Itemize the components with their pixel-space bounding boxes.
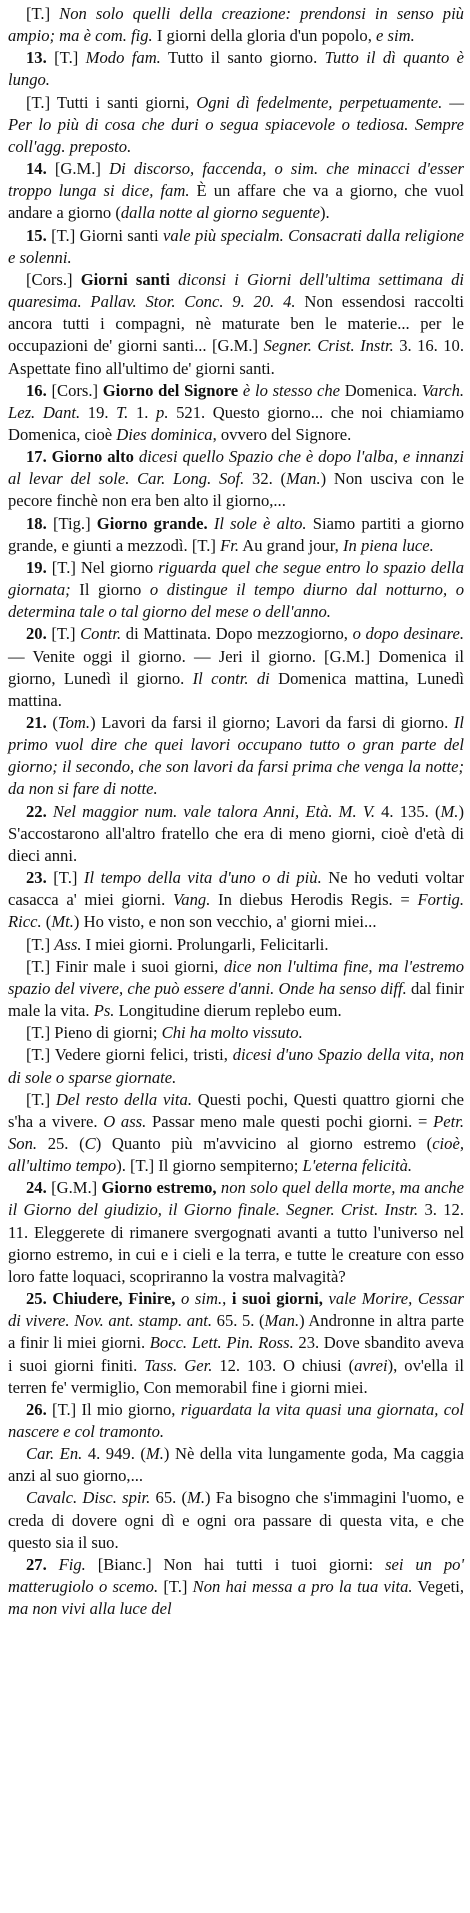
entry-text: , (222, 1289, 232, 1309)
entry-text: [T.] Giorni santi (51, 225, 164, 245)
entry-text: [T.] (53, 868, 84, 888)
entry-text: ) S'accostarono all'altro fratello che era di meno giorni, cioè d'età di dieci anni. (8, 801, 464, 865)
entry-text: [T.] (26, 934, 55, 954)
entry-text: [Tig.] (52, 513, 97, 533)
entry-text: Non essendosi raccolti ancora tutti i compagni, nè maturate ben le materie... per le occupazioni de' giorni santi... [G.M.] (8, 292, 464, 356)
entry-text: ) Lavori da farsi il giorno; Lavori da farsi di giorno. (90, 713, 454, 732)
italic-gloss-text: Il tempo della vita d'uno o di più. (83, 868, 322, 888)
entry-heading-text: Giorno grande. (96, 513, 214, 533)
entry-text: [T.] (51, 624, 81, 644)
entry-text: , ovvero del Signore. (212, 424, 352, 444)
italic-gloss-text: Ass. (54, 934, 82, 954)
italic-gloss-text: Man. (264, 1311, 300, 1331)
entry-text: 3. 12. 11. Eleggerete di rimanere svergognati avanti a tutto l'universo nel giorno estremo, in cui e i cieli e la terra, e tutte le creature con esso loro fatte loquaci, scopriranno la vostra malvagità? (8, 1200, 464, 1286)
entry-heading-text: 17. (26, 447, 52, 467)
italic-gloss-text: Ps. (93, 1001, 115, 1021)
italic-gloss-text: Varch. Lez. Dant. (8, 380, 465, 422)
entry-text: In diebus Herodis Regis. = (210, 890, 418, 910)
italic-gloss-text: Contr. (80, 624, 122, 644)
dictionary-entry-paragraph (8, 623, 464, 712)
italic-gloss-text: In piena luce. (342, 535, 434, 555)
dictionary-entry-paragraph (8, 158, 464, 224)
italic-gloss-text: Vang. (173, 890, 211, 910)
entry-text: 1. (128, 402, 157, 422)
italic-gloss-text: Segner. Crist. Instr. (263, 336, 394, 356)
dictionary-entry-paragraph (8, 956, 464, 1022)
entry-text: [T.] Nel giorno (51, 557, 159, 577)
italic-gloss-text: Non hai messa a pro la tua vita. (192, 1577, 413, 1597)
italic-gloss-text: riguardata la vita quasi una giornata, col nascere e col tramonto. (8, 1399, 465, 1441)
italic-gloss-text: M. (440, 801, 459, 821)
entry-text: Longitudine dierum replebo eum. (114, 1001, 342, 1021)
entry-text: [Cors.] (26, 269, 81, 289)
dictionary-entry-paragraph (8, 1288, 464, 1399)
italic-gloss-text: dalla notte al giorno seguente (120, 203, 320, 223)
entry-text: ) Quanto più m'avvicino al giorno estremo ( (95, 1133, 433, 1153)
italic-gloss-text: ma non vivi alla luce del (8, 1599, 172, 1619)
entry-text: [T.] Vedere giorni felici, tristi, (26, 1045, 233, 1065)
italic-gloss-text: Tom. (57, 713, 91, 732)
entry-text: [T.] (26, 1089, 56, 1109)
dictionary-entry-paragraph (8, 269, 464, 380)
italic-gloss-text: Bocc. Lett. Pin. Ross. (149, 1333, 294, 1353)
entry-heading-text: Chiudere, Finire, (52, 1289, 181, 1309)
entry-text: Passar meno male questi pochi giorni. = (146, 1111, 434, 1131)
entry-heading-text: Giorno del Signore (102, 380, 243, 400)
entry-text: dal finir male la vita. (8, 978, 465, 1021)
dictionary-entry-paragraph (8, 3, 464, 47)
entry-text: Siamo partiti a giorno grande, e giunti a mezzodì. [T.] (8, 513, 465, 555)
entry-heading-text: 23. (26, 868, 54, 888)
entry-heading-text: 26. (26, 1399, 53, 1419)
entry-heading-text: 15. (26, 225, 52, 245)
italic-gloss-text: T. (116, 402, 129, 422)
entry-text: ) Fa bisogno che s'immagini l'uomo, e creda di dovere ogni dì e ogni ora passare di questa vita, e che questo sia il suo. (8, 1488, 464, 1552)
italic-gloss-text: M. (145, 1444, 164, 1464)
dictionary-entry-paragraph (8, 1044, 464, 1088)
entry-text: ( (52, 713, 58, 732)
entry-text: 3. 16. 10. Aspettate fino all'ultimo de' giorni santi. (8, 336, 464, 378)
entry-text: I miei giorni. Prolungarli, Felicitarli. (81, 934, 329, 954)
italic-gloss-text: Car. En. (26, 1444, 83, 1464)
dictionary-entry-paragraph (8, 1554, 464, 1620)
entry-text: di Mattinata. Dopo mezzogiorno, (121, 624, 353, 644)
italic-gloss-text: Dies dominica (116, 424, 213, 444)
entry-text: [Bianc.] Non hai tutti i tuoi giorni: (85, 1554, 386, 1574)
entry-text: ), ov'ella il terren fe' vermiglio, Con memorabil fine i giorni miei. (8, 1355, 464, 1397)
entry-text: — Venite oggi il giorno. — Jeri il giorno. [G.M.] Domenica il giorno, Lunedì il giorno. (8, 646, 464, 688)
entry-text: ) Non usciva con le pecore finchè non era ben alto il giorno,... (8, 469, 464, 511)
italic-gloss-text: p. (156, 402, 169, 422)
entry-heading-text: 14. (26, 159, 55, 179)
entry-text: [T.] (26, 4, 60, 23)
italic-gloss-text: è lo stesso che (242, 380, 340, 400)
entry-text: 19. (80, 402, 117, 422)
entry-heading-text: 19. (26, 557, 52, 577)
entry-text: 65. 5. ( (212, 1311, 265, 1331)
italic-gloss-text: Modo fam. (85, 48, 161, 68)
dictionary-entry-paragraph (8, 92, 464, 158)
italic-gloss-text: Di discorso, faccenda, o sim. che minacci d'esser troppo lunga si dice, fam. (8, 159, 464, 201)
entry-heading-text: 16. (26, 380, 52, 400)
italic-gloss-text: avrei (354, 1355, 388, 1375)
italic-gloss-text: dice non l'ultima fine, ma l'estremo spazio del vivere, che può essere d'anni. Onde ha senso diff. (8, 956, 464, 998)
entry-text: ( (41, 912, 52, 932)
entry-text: [T.] Pieno di giorni; (26, 1023, 162, 1043)
entry-text: [Cors.] (51, 380, 103, 400)
dictionary-entry-paragraph (8, 1177, 464, 1288)
entry-text: [T.] Il mio giorno, (52, 1399, 181, 1419)
italic-gloss-text: Il primo vuol dire che quei lavori occupano tutto o gran parte del giorno; il secondo, che son lavori da farsi prima che venga la notte; da non si fare di notte. (8, 713, 465, 799)
italic-gloss-text: Man. (286, 469, 321, 489)
italic-gloss-text: sei un po' matterugiolo o scemo. (8, 1554, 464, 1597)
entry-text: Ne ho veduti voltar casacca a' miei giorni. (8, 868, 464, 910)
dictionary-entry-paragraph (8, 446, 464, 512)
dictionary-entry-paragraph (8, 225, 464, 269)
entry-text: 4. 949. ( (82, 1444, 146, 1464)
dictionary-entry-paragraph (8, 1443, 464, 1487)
entry-text: [G.M.] (51, 1178, 102, 1198)
dictionary-entry-paragraph (8, 1487, 464, 1553)
italic-gloss-text: cioè, all'ultimo tempo (8, 1133, 464, 1176)
entry-text: ) Ho visto, e non son vecchio, a' giorni miei... (73, 912, 377, 932)
entry-heading-text: 18. (26, 513, 53, 533)
entry-text: [T.] Tutti i santi giorni, (26, 92, 197, 112)
italic-gloss-text: Fortig. Ricc. (8, 890, 464, 932)
italic-gloss-text: o dopo desinare. (352, 624, 464, 644)
entry-text: 12. 103. O chiusi ( (212, 1355, 355, 1375)
entry-text: Domenica. (339, 380, 422, 400)
italic-gloss-text: O ass. (103, 1111, 147, 1131)
entry-text: 65. ( (150, 1488, 188, 1508)
italic-gloss-text: Pallav. Stor. Conc. 9. 20. 4. (81, 292, 296, 312)
entry-text: 25. ( (37, 1133, 85, 1153)
entry-text: Tutto il santo giorno. (160, 48, 325, 68)
dictionary-entry-paragraph (8, 1399, 464, 1443)
entry-heading-text: Giorno estremo, (101, 1178, 221, 1198)
entry-heading-text: 27. (26, 1554, 59, 1574)
dictionary-entry-paragraph (8, 867, 464, 933)
italic-gloss-text: Mt. (51, 912, 74, 932)
entry-text: [G.M.] (54, 159, 110, 179)
entry-text: Au grand jour, (239, 535, 343, 555)
italic-gloss-text: Fr. (220, 535, 240, 555)
entry-text: ). [T.] Il giorno sempiterno; (116, 1156, 303, 1176)
italic-gloss-text: e sim. (376, 26, 415, 46)
italic-gloss-text: Petr. Son. (8, 1111, 464, 1153)
entry-text: Domenica mattina, Lunedì mattina. (8, 668, 464, 710)
italic-gloss-text: vale più specialm. Consacrati dalla religione e solenni. (8, 225, 465, 267)
italic-gloss-text: Tass. Ger. (144, 1355, 213, 1375)
dictionary-entry-paragraph (8, 934, 464, 956)
italic-gloss-text: Fig. (58, 1554, 86, 1574)
entry-heading-text: i suoi giorni, (231, 1289, 329, 1309)
entry-heading-text: 13. (26, 48, 55, 68)
entry-text: I giorni della gloria d'un popolo, (152, 26, 376, 46)
dictionary-entry-paragraph (8, 557, 464, 623)
italic-gloss-text: Cavalc. Disc. spir. (26, 1488, 151, 1508)
italic-gloss-text: Tutto il dì quanto è lungo. (8, 48, 465, 90)
italic-gloss-text: L'eterna felicità. (302, 1156, 413, 1176)
dictionary-entry-paragraph (8, 47, 464, 91)
entry-heading-text: 20. (26, 624, 52, 644)
italic-gloss-text: o sim. (180, 1289, 223, 1309)
italic-gloss-text: M. (187, 1488, 205, 1508)
italic-gloss-text: Del resto della vita. (55, 1089, 192, 1109)
entry-text: [T.] (54, 48, 86, 68)
italic-gloss-text: Ogni dì fedelmente, perpetuamente. — Per lo più di cosa che duri o segua spiacevole o tediosa. Sempre coll'agg. preposto. (8, 92, 464, 156)
entry-heading-text: Giorni santi (80, 269, 179, 289)
entry-text: 521. Questo giorno... che noi chiamiamo Domenica, cioè (8, 402, 465, 444)
italic-gloss-text: Non solo quelli della creazione: prendonsi in senso più ampio; ma è com. fig. (8, 4, 464, 46)
italic-gloss-text: dicesi d'uno Spazio della vita, non di sole o sparse giornate. (8, 1045, 464, 1087)
entry-text: 4. 135. ( (374, 801, 441, 821)
italic-gloss-text: C (84, 1133, 96, 1153)
dictionary-entry-paragraph (8, 801, 464, 867)
entry-text: 23. Dove sbandito aveva i suoi giorni finiti. (8, 1333, 464, 1375)
dictionary-entry-paragraph (8, 380, 464, 446)
italic-gloss-text: riguarda quel che segue entro lo spazio della giornata; (8, 557, 464, 600)
entry-text: ) Andronne in altra parte a finir li miei giorni. (8, 1311, 464, 1353)
italic-gloss-text: dicesi quello Spazio che è dopo l'alba, e innanzi al levar del sole. Car. Long. Sof. (8, 447, 465, 489)
italic-gloss-text: vale Morire, Cessar di vivere. Nov. ant. stamp. ant. (8, 1289, 464, 1331)
entry-text: Questi pochi, Questi quattro giorni che s'ha a vivere. (8, 1089, 464, 1131)
dictionary-entry-paragraph (8, 1089, 464, 1178)
entry-text: [T.] (158, 1577, 193, 1597)
entry-text: ) Nè della vita lungamente goda, Ma caggia anzi al suo giorno,... (8, 1444, 464, 1486)
entry-text: Vegeti, (412, 1577, 464, 1597)
entry-heading-text: 25. (26, 1289, 53, 1309)
entry-heading-text: 24. (26, 1178, 52, 1198)
italic-gloss-text: Chi ha molto vissuto. (161, 1023, 303, 1043)
dictionary-entry-paragraph (8, 712, 464, 801)
entry-text: ). (319, 203, 330, 223)
italic-gloss-text: Il sole è alto. (213, 513, 307, 533)
dictionary-entry-paragraph (8, 1022, 464, 1044)
italic-gloss-text: Il contr. di (192, 668, 270, 688)
italic-gloss-text: non solo quel della morte, ma anche il Giorno del giudizio, il Giorno finale. Segner. Crist. Instr. (8, 1178, 464, 1220)
italic-gloss-text: diconsi i Giorni dell'ultima settimana di quaresima. (8, 269, 464, 312)
italic-gloss-text: Nel maggior num. vale talora Anni, Età. M. V. (52, 801, 375, 821)
italic-gloss-text: o distingue il tempo diurno dal notturno, o determina tale o tal giorno del mese o dell'anno. (8, 580, 464, 622)
entry-text: [T.] Finir male i suoi giorni, (26, 956, 224, 976)
entry-text: È un affare che va a giorno, che vuol andare a giorno ( (8, 181, 464, 223)
entry-heading-text: Giorno alto (51, 447, 139, 467)
entry-heading-text: 22. (26, 801, 53, 821)
entry-text: Il giorno (70, 580, 150, 600)
entry-heading-text: 21. (26, 713, 53, 732)
dictionary-entry-paragraph (8, 513, 464, 557)
entry-text: 32. ( (244, 469, 287, 489)
